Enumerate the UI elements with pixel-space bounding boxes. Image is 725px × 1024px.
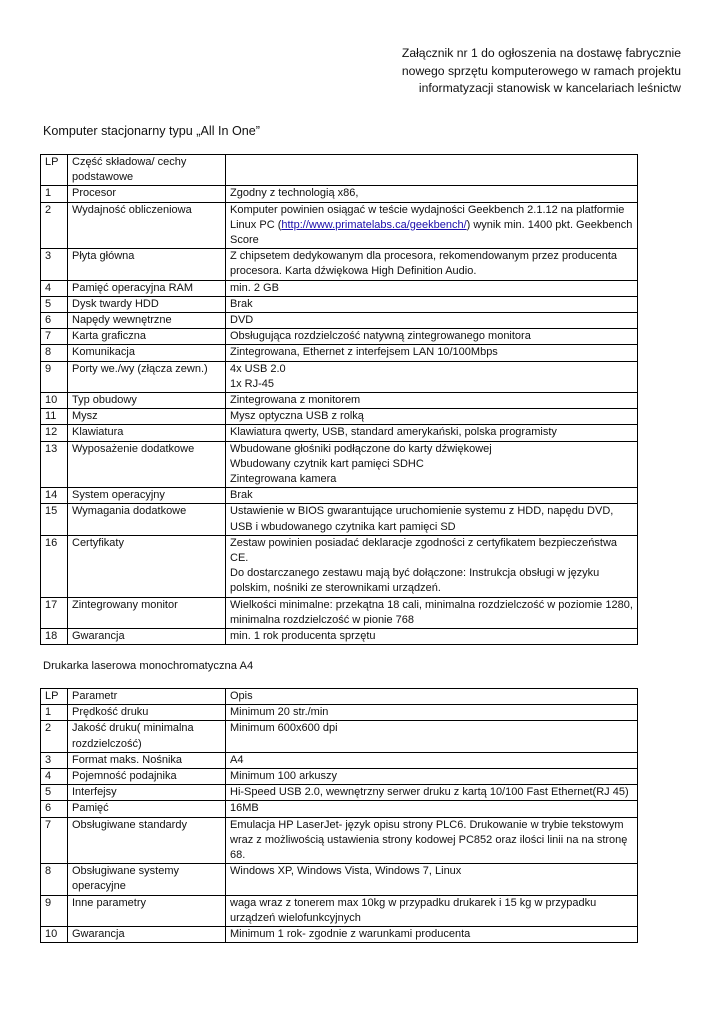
- computer-spec-table: [40, 154, 638, 645]
- row-number: 12: [41, 425, 68, 441]
- row-number: 17: [41, 597, 68, 628]
- requirement-text: Zintegrowana z monitorem: [226, 393, 638, 409]
- requirement-text: [226, 441, 638, 488]
- printer-section-title: Drukarka laserowa monochromatyczna A4: [43, 660, 254, 672]
- row-number: 7: [41, 817, 68, 864]
- component-name: Pamięć operacyjna RAM: [68, 280, 226, 296]
- row-number: 2: [41, 721, 68, 752]
- requirement-header: [226, 155, 638, 186]
- table-row: [41, 345, 638, 361]
- parameter-name: Pojemność podajnika: [68, 769, 226, 785]
- requirement-text: Wielkości minimalne: przekątna 18 cali, minimalna rozdzielczość w poziomie 1280, minimalna rozdzielczość w pionie 768: [226, 597, 638, 628]
- row-number: 7: [41, 329, 68, 345]
- table-row: [41, 801, 638, 817]
- component-name: Wydajność obliczeniowa: [68, 202, 226, 249]
- parameter-name: Obsługiwane systemy operacyjne: [68, 864, 226, 895]
- row-number: 4: [41, 280, 68, 296]
- description-text: Minimum 20 str./min: [226, 705, 638, 721]
- component-header: Część składowa/ cechy podstawowe: [68, 155, 226, 186]
- row-number: 2: [41, 202, 68, 249]
- component-name: Mysz: [68, 409, 226, 425]
- row-number: 4: [41, 769, 68, 785]
- table-row: [41, 393, 638, 409]
- requirement-text: Ustawienie w BIOS gwarantujące uruchomienie systemu z HDD, napędu DVD, USB i wbudowanego czytnika kart pamięci SD: [226, 504, 638, 535]
- requirement-line: Wbudowane głośniki podłączone do karty dźwiękowej: [230, 442, 492, 455]
- table-row: [41, 597, 638, 628]
- requirement-text: Obsługująca rozdzielczość natywną zintegrowanego monitora: [226, 329, 638, 345]
- component-name: Klawiatura: [68, 425, 226, 441]
- description-text: Minimum 600x600 dpi: [226, 721, 638, 752]
- parameter-name: Obsługiwane standardy: [68, 817, 226, 864]
- row-number: 13: [41, 441, 68, 488]
- description-text: 16MB: [226, 801, 638, 817]
- row-number: 15: [41, 504, 68, 535]
- row-number: 3: [41, 752, 68, 768]
- requirement-line: Zintegrowana kamera: [230, 473, 337, 486]
- header-line: Załącznik nr 1 do ogłoszenia na dostawę fabrycznie: [401, 46, 681, 60]
- table-row: [41, 895, 638, 926]
- parameter-header: Parametr: [68, 689, 226, 705]
- requirement-text: Klawiatura qwerty, USB, standard amerykański, polska programisty: [226, 425, 638, 441]
- lp-header: LP: [41, 155, 68, 186]
- requirement-text: [226, 361, 638, 392]
- table-row: [41, 186, 638, 202]
- parameter-name: Format maks. Nośnika: [68, 752, 226, 768]
- requirement-text: Brak: [226, 296, 638, 312]
- table-row: [41, 425, 638, 441]
- component-name: Napędy wewnętrzne: [68, 313, 226, 329]
- table-row: [41, 249, 638, 280]
- requirement-text: Z chipsetem dedykowanym dla procesora, rekomendowanym przez producenta procesora. Karta dźwiękowa High Definition Audio.: [226, 249, 638, 280]
- table-row: [41, 329, 638, 345]
- description-text: A4: [226, 752, 638, 768]
- component-name: Wymagania dodatkowe: [68, 504, 226, 535]
- table-row: [41, 504, 638, 535]
- computer-section-title: Komputer stacjonarny typu „All In One”: [43, 124, 260, 138]
- printer-spec-table: [40, 688, 638, 943]
- table-row: [41, 488, 638, 504]
- table-row: [41, 769, 638, 785]
- table-header-row: [41, 155, 638, 186]
- requirement-text-part: ) wynik min. 1400 pkt. Geekbench Score: [230, 218, 633, 247]
- row-number: 3: [41, 249, 68, 280]
- component-name: Procesor: [68, 186, 226, 202]
- row-number: 1: [41, 186, 68, 202]
- description-text: Hi-Speed USB 2.0, wewnętrzny serwer druku z kartą 10/100 Fast Ethernet(RJ 45): [226, 785, 638, 801]
- table-row: [41, 927, 638, 943]
- row-number: 5: [41, 296, 68, 312]
- table-row: [41, 202, 638, 249]
- row-number: 10: [41, 927, 68, 943]
- header-line: informatyzacji stanowisk w kancelariach leśnictw: [418, 81, 681, 95]
- row-number: 18: [41, 629, 68, 645]
- row-number: 1: [41, 705, 68, 721]
- row-number: 14: [41, 488, 68, 504]
- requirement-text: [226, 202, 638, 249]
- table-row: [41, 313, 638, 329]
- row-number: 9: [41, 361, 68, 392]
- description-header: Opis: [226, 689, 638, 705]
- parameter-name: Pamięć: [68, 801, 226, 817]
- table-row: [41, 441, 638, 488]
- component-name: Zintegrowany monitor: [68, 597, 226, 628]
- table-row: [41, 296, 638, 312]
- header-line: nowego sprzętu komputerowego w ramach projektu: [401, 63, 681, 78]
- description-text: Emulacja HP LaserJet- język opisu strony PLC6. Drukowanie w trybie tekstowym wraz z możliwością ustawienia strony kodowej PC852 oraz ilości linii na na stronę 68.: [226, 817, 638, 864]
- requirement-text: min. 1 rok producenta sprzętu: [226, 629, 638, 645]
- row-number: 10: [41, 393, 68, 409]
- row-number: 6: [41, 313, 68, 329]
- table-row: [41, 629, 638, 645]
- table-row: [41, 721, 638, 752]
- description-text: Minimum 100 arkuszy: [226, 769, 638, 785]
- row-number: 9: [41, 895, 68, 926]
- requirement-text: DVD: [226, 313, 638, 329]
- row-number: 6: [41, 801, 68, 817]
- parameter-name: Interfejsy: [68, 785, 226, 801]
- table-row: [41, 409, 638, 425]
- requirement-text: Zgodny z technologią x86,: [226, 186, 638, 202]
- parameter-name: Jakość druku( minimalna rozdzielczość): [68, 721, 226, 752]
- table-row: [41, 705, 638, 721]
- parameter-name: Prędkość druku: [68, 705, 226, 721]
- requirement-line: Do dostarczanego zestawu mają być dołączone: Instrukcja obsługi w języku polskim, nośniki ze sterownikami urządzeń.: [230, 567, 600, 595]
- table-row: [41, 864, 638, 895]
- row-number: 5: [41, 785, 68, 801]
- table-row: [41, 817, 638, 864]
- lp-header: LP: [41, 689, 68, 705]
- parameter-name: Gwarancja: [68, 927, 226, 943]
- requirement-text: Zintegrowana, Ethernet z interfejsem LAN 10/100Mbps: [226, 345, 638, 361]
- geekbench-link[interactable]: http://www.primatelabs.ca/geekbench/: [281, 218, 467, 231]
- row-number: 16: [41, 535, 68, 597]
- description-text: Minimum 1 rok- zgodnie z warunkami producenta: [226, 927, 638, 943]
- component-name: Dysk twardy HDD: [68, 296, 226, 312]
- requirement-line: 4x USB 2.0: [230, 362, 286, 375]
- requirement-line: Zestaw powinien posiadać deklaracje zgodności z certyfikatem bezpieczeństwa CE.: [230, 536, 618, 565]
- row-number: 11: [41, 409, 68, 425]
- component-name: Typ obudowy: [68, 393, 226, 409]
- row-number: 8: [41, 864, 68, 895]
- table-row: [41, 280, 638, 296]
- table-row: [41, 785, 638, 801]
- requirement-line: 1x RJ-45: [230, 377, 275, 390]
- component-name: Płyta główna: [68, 249, 226, 280]
- requirement-text: min. 2 GB: [226, 280, 638, 296]
- component-name: Komunikacja: [68, 345, 226, 361]
- description-text: waga wraz z tonerem max 10kg w przypadku drukarek i 15 kg w przypadku urządzeń wielofunkcyjnych: [226, 895, 638, 926]
- requirement-text-part: Komputer powinien osiągać w teście wydajności Geekbench 2.1.12 na platformie Linux PC (: [230, 203, 625, 231]
- component-name: Porty we./wy (złącza zewn.): [68, 361, 226, 392]
- table-row: [41, 752, 638, 768]
- description-text: Windows XP, Windows Vista, Windows 7, Linux: [226, 864, 638, 895]
- requirement-text: Brak: [226, 488, 638, 504]
- parameter-name: Inne parametry: [68, 895, 226, 926]
- component-name: Karta graficzna: [68, 329, 226, 345]
- component-name: Certyfikaty: [68, 535, 226, 597]
- component-name: Gwarancja: [68, 629, 226, 645]
- requirement-line: Wbudowany czytnik kart pamięci SDHC: [230, 457, 424, 470]
- table-row: [41, 535, 638, 597]
- document-header: [402, 45, 681, 98]
- component-name: System operacyjny: [68, 488, 226, 504]
- component-name: Wyposażenie dodatkowe: [68, 441, 226, 488]
- requirement-text: [226, 535, 638, 597]
- table-row: [41, 361, 638, 392]
- table-header-row: [41, 689, 638, 705]
- row-number: 8: [41, 345, 68, 361]
- requirement-text: Mysz optyczna USB z rolką: [226, 409, 638, 425]
